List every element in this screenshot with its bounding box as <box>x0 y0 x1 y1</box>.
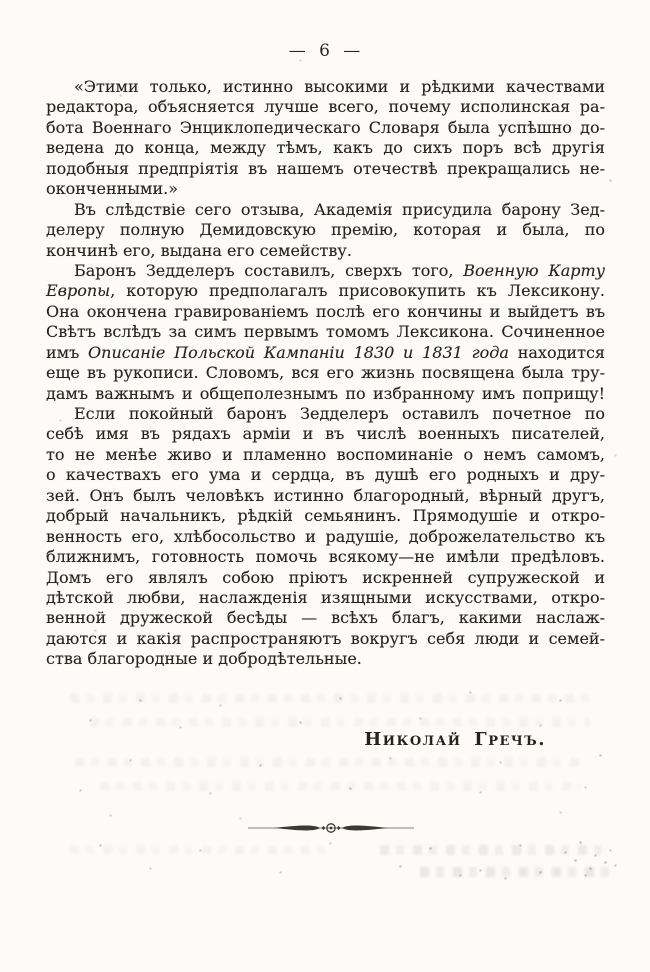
text-line <box>46 200 605 220</box>
bleedthrough-row <box>90 718 590 727</box>
text-line <box>46 465 605 485</box>
text-line <box>46 363 605 383</box>
text-line <box>46 445 605 465</box>
text-segment: Она окончена гравированіемъ послѣ его кончины и выйдетъ въ <box>46 301 605 321</box>
paragraph <box>46 404 605 670</box>
text-segment: Свѣтъ вслѣдъ за симъ первымъ томомъ Лексикона. Сочиненное <box>46 322 605 342</box>
text-segment: добрый начальникъ, рѣдкій семьянинъ. Прямодушіе и откро- <box>46 506 605 526</box>
text-line <box>46 302 605 322</box>
text-line <box>46 588 605 608</box>
text-line <box>46 343 605 363</box>
text-segment: себѣ имя въ рядахъ арміи и въ числѣ военныхъ писателей, <box>46 424 605 444</box>
text-segment: делеру полную Демидовскую премію, которая и была, по <box>46 220 605 240</box>
text-line <box>46 261 605 281</box>
text-line <box>46 649 605 669</box>
text-segment: Баронъ Зедделеръ составилъ, сверхъ того, <box>74 260 464 280</box>
italic-text-segment: Военную Карту <box>463 260 605 280</box>
text-segment: еще въ рукописи. Словомъ, вся его жизнь посвящена была тру- <box>46 363 605 383</box>
text-line <box>46 384 605 404</box>
text-segment: даются и какія распространяютъ вокругъ себя люди и семей- <box>46 628 605 648</box>
text-segment: кончинѣ его, выдана его семейству. <box>46 240 352 260</box>
text-line <box>46 241 605 261</box>
text-line <box>46 424 605 444</box>
text-line <box>46 527 605 547</box>
bleedthrough-row <box>70 846 330 854</box>
text-line <box>46 220 605 240</box>
bleedthrough-row <box>380 845 610 855</box>
text-segment: оконченными.» <box>46 179 179 199</box>
text-line <box>46 322 605 342</box>
text-segment: редактора, объясняется лучше всего, почему исполинская ра- <box>46 97 605 117</box>
text-line <box>46 568 605 588</box>
text-segment: ближнимъ, готовность помочь всякому—не имѣли предѣловъ. <box>46 547 605 567</box>
italic-text-segment: Описаніе Польской Кампаніи 1830 и 1831 года <box>88 342 509 362</box>
paper-speckles <box>0 0 1 1</box>
text-segment: Домъ его являлъ собою пріютъ искренней супружеской и <box>46 567 605 587</box>
text-segment: венной дружеской бесѣды — всѣхъ благъ, какими наслаж- <box>46 608 605 628</box>
text-line <box>46 608 605 628</box>
text-line <box>46 629 605 649</box>
text-segment: венность его, хлѣбосольство и радушіе, доброжелательство къ <box>46 526 605 546</box>
text-segment: имъ <box>46 342 89 362</box>
italic-text-segment: Европы <box>46 281 111 301</box>
bleedthrough-row <box>70 694 590 703</box>
paragraph <box>46 200 605 261</box>
text-segment: Если покойный баронъ Зедделеръ оставилъ почетное по <box>74 404 605 423</box>
text-line <box>46 281 605 301</box>
divider-ornament-icon <box>246 820 416 836</box>
text-segment: находится <box>508 342 605 362</box>
text-line <box>46 547 605 567</box>
text-segment: дамъ важнымъ и общеполезнымъ по избранному имъ поприщу! <box>46 383 605 403</box>
text-segment: зей. Онъ былъ человѣкъ истинно благородный, вѣрный другъ, <box>46 485 605 505</box>
text-line <box>46 179 605 199</box>
text-block <box>46 77 605 670</box>
paragraph <box>46 261 605 404</box>
text-segment: ведена до конца, между тѣмъ, какъ до сихъ поръ всѣ другія <box>46 138 605 158</box>
text-segment: о качествахъ его ума и сердца, въ душѣ его родныхъ и дру- <box>46 465 605 485</box>
bleedthrough-row <box>100 782 580 791</box>
text-line <box>46 77 605 97</box>
text-segment: , которую предполагалъ присовокупить къ Лексикону. <box>110 281 605 301</box>
text-line <box>46 159 605 179</box>
text-line <box>46 118 605 138</box>
text-segment: подобныя предпріятія въ нашемъ отечествѣ прекращались не- <box>46 158 605 178</box>
text-segment: Въ слѣдствіе сего отзыва, Академія присудила барону Зед- <box>74 199 605 219</box>
text-line <box>46 97 605 117</box>
text-line <box>46 404 605 424</box>
text-segment: бота Военнаго Энциклопедическаго Словаря была успѣшно до- <box>46 117 605 137</box>
text-segment: то не менѣе живо и пламенно воспоминаніе о немъ самомъ, <box>46 444 605 464</box>
text-segment: дѣтской любви, наслажденія изящными искусствами, откро- <box>46 587 605 607</box>
paragraph <box>46 77 605 200</box>
text-segment: ства благородные и добродѣтельные. <box>46 649 362 669</box>
page-number: — 6 — <box>288 41 362 61</box>
author-signature: Николай Гречъ. <box>364 729 546 750</box>
text-segment: «Этими только, истинно высокими и рѣдкими качествами <box>74 77 605 96</box>
bleedthrough-row <box>420 867 610 877</box>
bleedthrough-row <box>75 758 585 767</box>
text-line <box>46 506 605 526</box>
text-line <box>46 138 605 158</box>
text-line <box>46 486 605 506</box>
